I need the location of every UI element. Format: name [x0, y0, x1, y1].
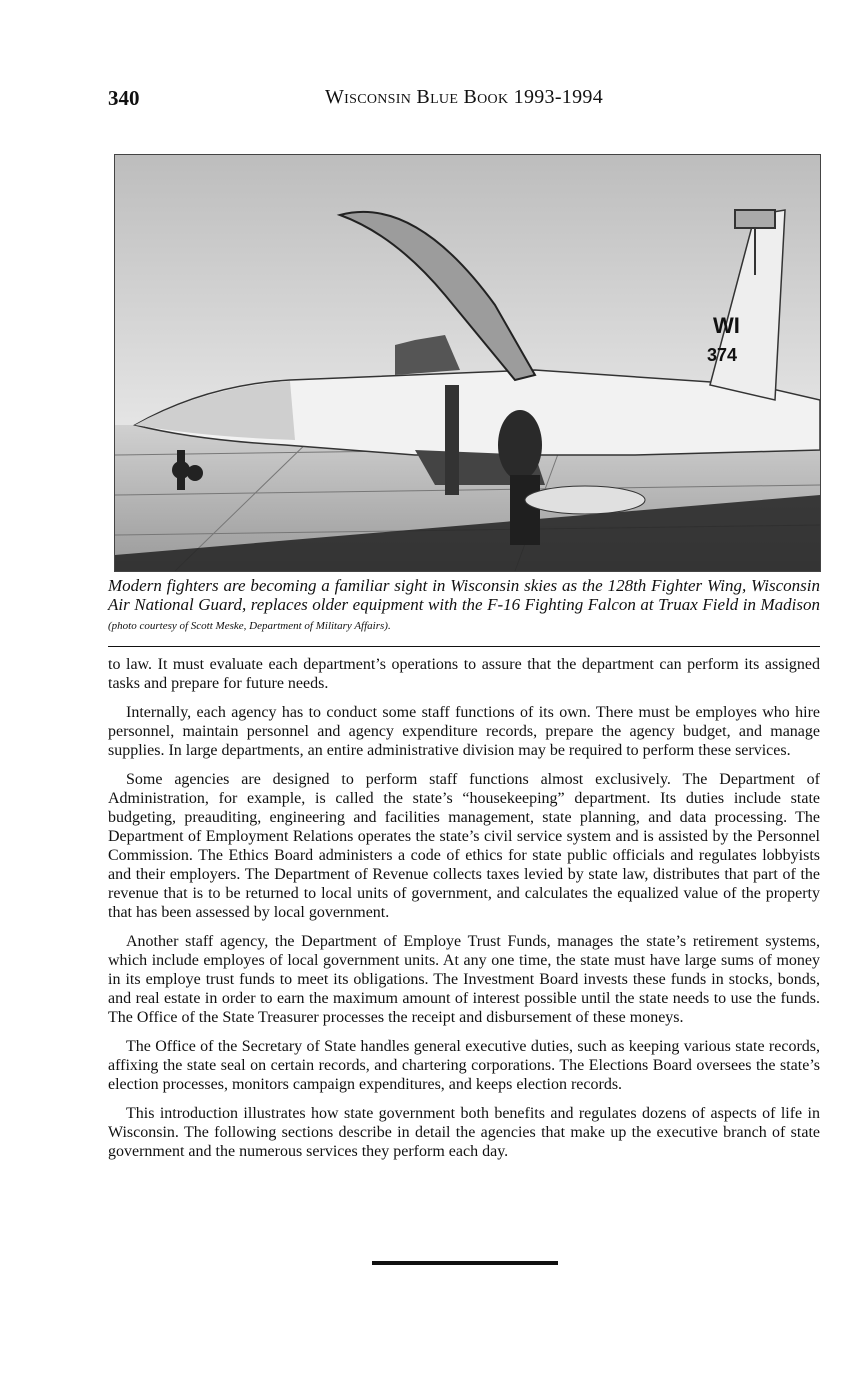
- paragraph: Some agencies are designed to perform staff functions almost exclusively. The Department of Administration, for example, is called the state’s “housekeeping” department. Its duties include state budgeting, preauditing, engineering and facilities management, state planning, and data processing. The Department of Employment Relations operates the state’s civil service system and is assisted by the Personnel Commission. The Ethics Board administers a code of ethics for state public officials and regulates lobbyists and their employers. The Department of Revenue collects taxes levied by state law, distributes that part of the revenue that is to be returned to local units of government, and calculates the equalized value of the property that has been assessed by local government.: [108, 771, 820, 921]
- paragraph: Another staff agency, the Department of Employe Trust Funds, manages the state’s retirement systems, which include employes of local government units. At any one time, the state must have large sums of money in its employe trust funds to meet its obligations. The Investment Board invests these funds in stocks, bonds, and real estate in order to earn the maximum amount of interest possible until the state needs to use the funds. The Office of the State Treasurer processes the receipt and disbursement of these moneys.: [108, 933, 820, 1026]
- fighter-jet-photo: [114, 154, 821, 572]
- page-header: [108, 86, 820, 116]
- body-text: [108, 655, 820, 1171]
- caption-text: Modern fighters are becoming a familiar sight in Wisconsin skies as the 128th Fighter Wing, Wisconsin Air National Guard, replaces older equipment with the F-16 Fighting Falcon at Truax Field in Madison: [108, 576, 820, 614]
- tail-code: WI: [713, 313, 740, 338]
- running-title: Wisconsin Blue Book 1993-1994: [324, 86, 604, 108]
- page-number: 340: [108, 86, 140, 110]
- paragraph: This introduction illustrates how state government both benefits and regulates dozens of aspects of life in Wisconsin. The following sections describe in detail the agencies that make up the executive branch of state government and the numerous services they perform each day.: [108, 1105, 820, 1160]
- paragraph: to law. It must evaluate each department’s operations to assure that the department can perform its assigned tasks and prepare for future needs.: [108, 656, 820, 692]
- photo-credit: (photo courtesy of Scott Meske, Department of Military Affairs).: [108, 620, 391, 632]
- paragraph: Internally, each agency has to conduct some staff functions of its own. There must be employes who hire personnel, maintain personnel and agency expenditure records, prepare the agency budget, and manage supplies. In large departments, an entire administrative division may be required to perform these services.: [108, 704, 820, 759]
- photo-caption: [108, 576, 820, 636]
- caption-divider: [108, 646, 820, 647]
- tail-number: 374: [707, 345, 738, 365]
- paragraph: The Office of the Secretary of State handles general executive duties, such as keeping various state records, affixing the state seal on certain records, and chartering corporations. The Elections Board oversees the state’s election processes, monitors campaign expenditures, and keeps election records.: [108, 1038, 820, 1093]
- section-end-rule: [372, 1261, 558, 1265]
